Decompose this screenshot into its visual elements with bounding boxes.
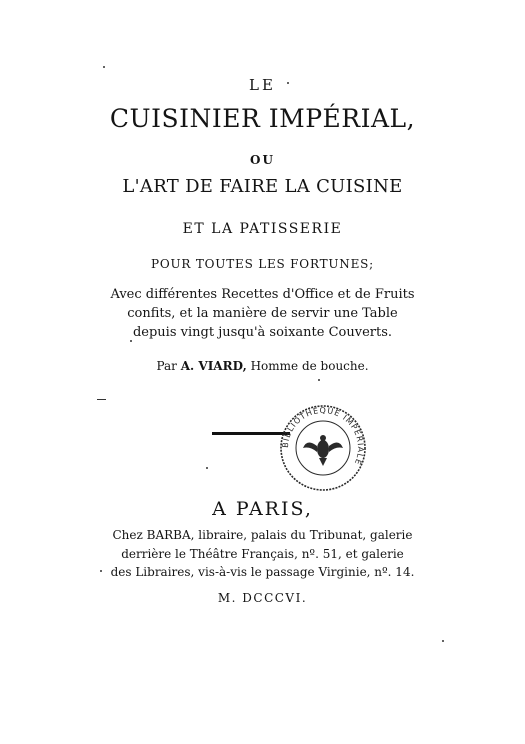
paper-speck (130, 340, 132, 342)
imprint-year: M. DCCCVI. (217, 591, 308, 605)
author-name: A. VIARD, (180, 359, 247, 373)
title-article: LE (249, 76, 276, 94)
paper-speck (103, 66, 105, 68)
paper-speck (318, 379, 320, 381)
author-line (0, 360, 525, 372)
description-line-3: depuis vingt jusqu'à soixante Couverts. (132, 325, 393, 340)
stamp-text: BIBLIOTHEQUE IMPERIALE (280, 405, 366, 467)
subtitle-line-2: ET LA PATISSERIE (182, 221, 343, 237)
imprint-line-2: derrière le Théâtre Français, nº. 51, et galerie (121, 547, 404, 561)
paper-speck (287, 82, 289, 84)
paper-speck (100, 570, 102, 572)
eagle-emblem-icon (303, 435, 343, 466)
paper-speck (206, 467, 208, 469)
description-line-2: confits, et la manière de servir une Table (127, 306, 398, 321)
library-stamp (277, 402, 369, 494)
imprint-line-1: Chez BARBA, libraire, palais du Tribunat, galerie (112, 528, 413, 542)
paper-speck (442, 640, 444, 642)
author-role: Homme de bouche. (250, 359, 369, 373)
description-line-1: Avec différentes Recettes d'Office et de Fruits (110, 287, 415, 302)
subtitle-line-3: POUR TOUTES LES FORTUNES; (150, 257, 375, 271)
book-title: CUISINIER IMPÉRIAL, (109, 104, 416, 133)
paper-speck (97, 399, 106, 400)
author-prefix: Par (156, 359, 177, 373)
subtitle-line-1: L'ART DE FAIRE LA CUISINE (122, 176, 403, 197)
imprint-city: A PARIS, (212, 498, 313, 520)
imprint-line-3: des Libraires, vis-à-vis le passage Virginie, nº. 14. (110, 565, 415, 579)
title-conjunction: OU (250, 153, 275, 167)
